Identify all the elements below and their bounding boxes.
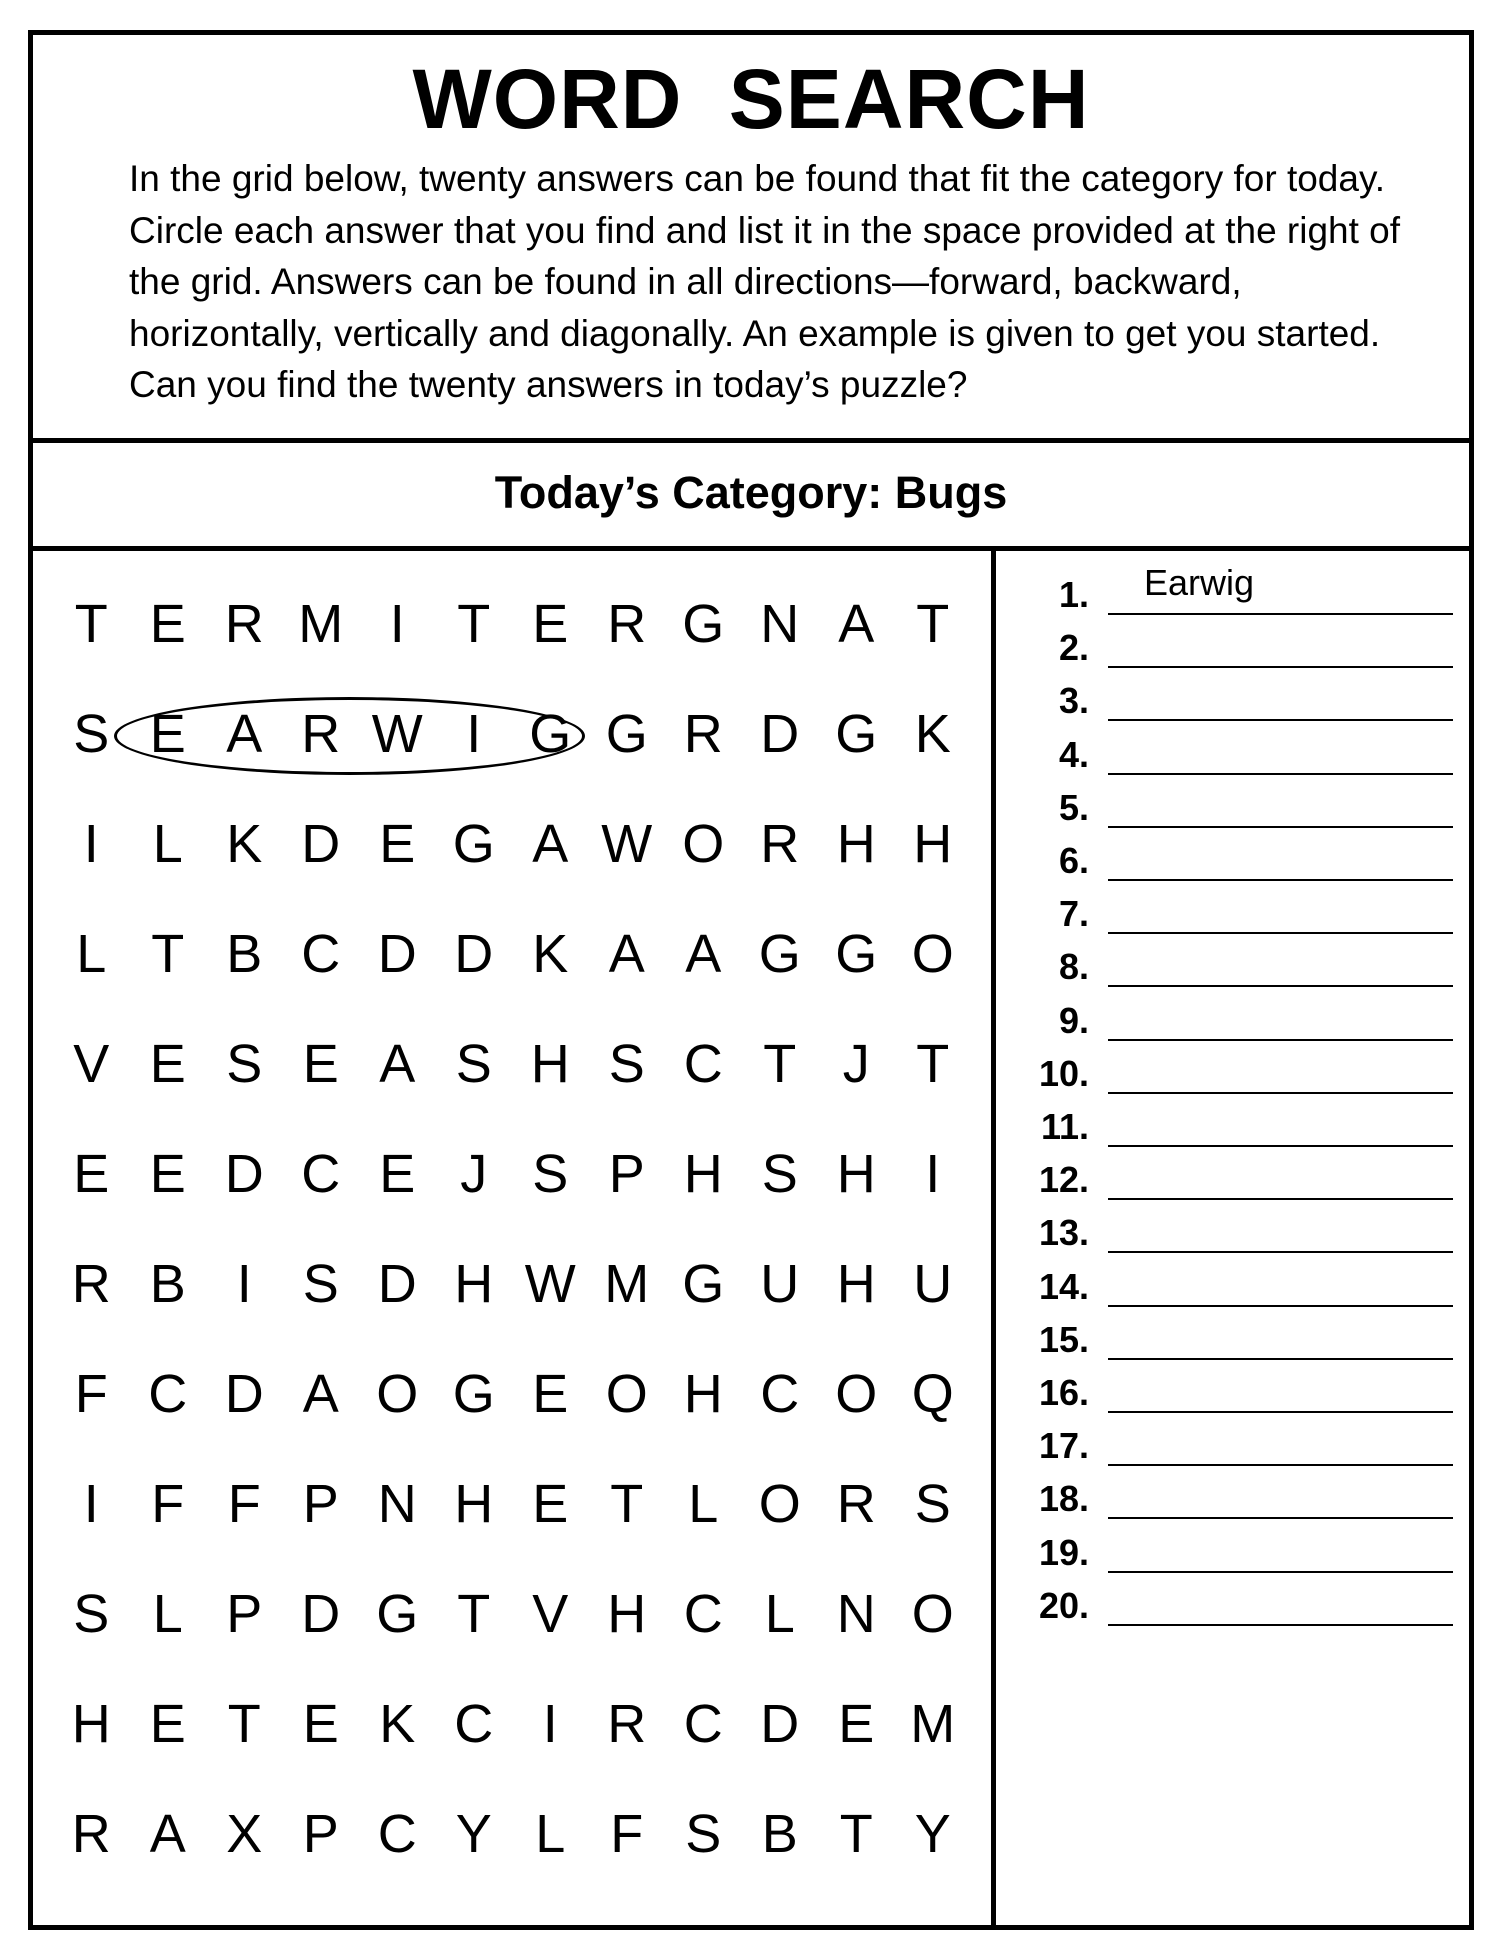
answer-row bbox=[996, 1560, 1469, 1626]
worksheet-frame bbox=[28, 30, 1474, 1930]
grid-letter[interactable]: L bbox=[152, 814, 183, 874]
grid-letter[interactable]: T bbox=[74, 594, 108, 654]
answer-number: 8. bbox=[1058, 946, 1089, 988]
grid-letter[interactable]: E bbox=[379, 814, 416, 874]
grid-letter[interactable]: S bbox=[226, 1034, 263, 1094]
letter-grid[interactable] bbox=[53, 569, 973, 1899]
grid-letter[interactable]: R bbox=[224, 594, 264, 654]
grid-letter[interactable]: W bbox=[371, 704, 423, 764]
grid-letter[interactable]: L bbox=[76, 924, 107, 984]
grid-letter[interactable]: H bbox=[836, 814, 876, 874]
grid-letter[interactable]: D bbox=[301, 814, 341, 874]
grid-letter[interactable]: S bbox=[532, 1144, 569, 1204]
grid-letter[interactable]: L bbox=[688, 1474, 719, 1534]
grid-letter[interactable]: M bbox=[910, 1694, 956, 1754]
grid-letter[interactable]: R bbox=[301, 704, 341, 764]
answer-number: 7. bbox=[1058, 893, 1089, 935]
grid-letter[interactable]: I bbox=[389, 594, 405, 654]
grid-letter[interactable]: L bbox=[152, 1584, 183, 1644]
grid-letter[interactable]: S bbox=[73, 704, 110, 764]
grid-letter[interactable]: S bbox=[302, 1254, 339, 1314]
grid-letter[interactable]: G bbox=[452, 814, 495, 874]
answer-number: 13. bbox=[1038, 1212, 1089, 1254]
grid-letter[interactable]: A bbox=[149, 1804, 186, 1864]
grid-letter[interactable]: T bbox=[457, 1584, 491, 1644]
grid-letter[interactable]: U bbox=[760, 1254, 800, 1314]
grid-letter[interactable]: R bbox=[760, 814, 800, 874]
grid-letter[interactable]: P bbox=[302, 1804, 339, 1864]
grid-letter[interactable]: O bbox=[911, 1584, 954, 1644]
grid-letter[interactable]: O bbox=[605, 1364, 648, 1424]
answer-number: 20. bbox=[1038, 1584, 1089, 1626]
grid-letter[interactable]: R bbox=[71, 1804, 111, 1864]
grid-letter[interactable]: F bbox=[227, 1474, 261, 1534]
grid-letter[interactable]: R bbox=[607, 594, 647, 654]
grid-letter[interactable]: T bbox=[227, 1694, 261, 1754]
grid-letter[interactable]: C bbox=[301, 924, 341, 984]
grid-letter[interactable]: D bbox=[377, 924, 417, 984]
answer-number: 11. bbox=[1040, 1106, 1089, 1147]
grid-letter[interactable]: H bbox=[454, 1254, 494, 1314]
answer-number: 17. bbox=[1038, 1425, 1089, 1467]
grid-letter[interactable]: N bbox=[760, 594, 800, 654]
grid-letter[interactable]: A bbox=[532, 814, 569, 874]
grid-letter[interactable]: E bbox=[532, 594, 569, 654]
grid-letter[interactable]: G bbox=[835, 704, 878, 764]
grid-letter[interactable]: H bbox=[71, 1694, 111, 1754]
grid-letter[interactable]: G bbox=[682, 1254, 725, 1314]
grid-letter[interactable]: H bbox=[454, 1474, 494, 1534]
grid-letter[interactable]: C bbox=[454, 1694, 494, 1754]
grid-letter[interactable]: G bbox=[682, 594, 725, 654]
grid-letter[interactable]: R bbox=[607, 1694, 647, 1754]
grid-letter[interactable]: D bbox=[377, 1254, 417, 1314]
grid-letter[interactable]: T bbox=[610, 1474, 644, 1534]
grid-letter[interactable]: B bbox=[226, 924, 263, 984]
answer-blank-line[interactable] bbox=[1108, 1624, 1453, 1626]
answer-number: 19. bbox=[1038, 1531, 1089, 1573]
grid-letter[interactable]: R bbox=[71, 1254, 111, 1314]
grid-letter[interactable]: E bbox=[379, 1144, 416, 1204]
grid-letter[interactable]: O bbox=[758, 1474, 801, 1534]
grid-letter[interactable]: I bbox=[83, 1474, 99, 1534]
grid-letter[interactable]: T bbox=[916, 1034, 950, 1094]
grid-letter[interactable]: A bbox=[608, 924, 645, 984]
grid-letter[interactable]: D bbox=[301, 1584, 341, 1644]
page-title: WORD SEARCH bbox=[412, 52, 1090, 146]
grid-letter[interactable]: E bbox=[149, 1144, 186, 1204]
grid-letter[interactable]: R bbox=[683, 704, 723, 764]
grid-letter[interactable]: H bbox=[836, 1254, 876, 1314]
grid-letter[interactable]: G bbox=[835, 924, 878, 984]
grid-letter[interactable]: C bbox=[683, 1584, 723, 1644]
grid-letter[interactable]: S bbox=[685, 1804, 722, 1864]
grid-letter[interactable]: C bbox=[377, 1804, 417, 1864]
answer-value[interactable]: Earwig bbox=[1144, 562, 1255, 603]
grid-letter[interactable]: K bbox=[379, 1694, 416, 1754]
grid-letter[interactable]: W bbox=[524, 1254, 576, 1314]
answer-number: 1. bbox=[1058, 574, 1089, 615]
grid-letter[interactable]: B bbox=[761, 1804, 798, 1864]
grid-letter[interactable]: T bbox=[839, 1804, 873, 1864]
grid-letter[interactable]: L bbox=[535, 1804, 566, 1864]
grid-letter[interactable]: F bbox=[74, 1364, 108, 1424]
grid-letter[interactable]: E bbox=[302, 1694, 339, 1754]
answer-number: 14. bbox=[1038, 1265, 1089, 1307]
grid-letter[interactable]: T bbox=[916, 594, 950, 654]
grid-letter[interactable]: N bbox=[836, 1584, 876, 1644]
grid-letter[interactable]: A bbox=[302, 1364, 339, 1424]
grid-letter[interactable]: H bbox=[683, 1364, 723, 1424]
answer-number: 10. bbox=[1038, 1052, 1089, 1094]
answer-number: 6. bbox=[1058, 840, 1089, 881]
grid-letter[interactable]: M bbox=[298, 594, 344, 654]
grid-letter[interactable]: E bbox=[532, 1364, 569, 1424]
grid-letter[interactable]: C bbox=[683, 1034, 723, 1094]
grid-letter[interactable]: H bbox=[913, 814, 953, 874]
grid-letter[interactable]: I bbox=[83, 814, 99, 874]
grid-letter[interactable]: H bbox=[683, 1144, 723, 1204]
grid-letter[interactable]: P bbox=[302, 1474, 339, 1534]
answer-number: 15. bbox=[1038, 1318, 1089, 1360]
grid-letter[interactable]: A bbox=[379, 1034, 416, 1094]
grid-letter[interactable]: S bbox=[608, 1034, 645, 1094]
grid-letter[interactable]: F bbox=[610, 1804, 644, 1864]
grid-letter[interactable]: H bbox=[836, 1144, 876, 1204]
grid-letter[interactable]: D bbox=[224, 1364, 264, 1424]
letter-grid-panel bbox=[33, 551, 996, 1930]
answer-number: 3. bbox=[1058, 680, 1089, 722]
answer-list bbox=[996, 551, 1469, 1930]
grid-letter[interactable]: J bbox=[460, 1144, 488, 1204]
grid-letter[interactable]: E bbox=[532, 1474, 569, 1534]
grid-letter[interactable]: Q bbox=[911, 1364, 954, 1424]
grid-letter[interactable]: G bbox=[376, 1584, 419, 1644]
grid-letter[interactable]: E bbox=[149, 1034, 186, 1094]
grid-letter[interactable]: A bbox=[685, 924, 722, 984]
grid-letter[interactable]: O bbox=[682, 814, 725, 874]
grid-letter[interactable]: S bbox=[73, 1584, 110, 1644]
grid-letter[interactable]: A bbox=[226, 704, 263, 764]
grid-letter[interactable]: D bbox=[760, 704, 800, 764]
grid-letter[interactable]: L bbox=[764, 1584, 795, 1644]
grid-letter[interactable]: P bbox=[226, 1584, 263, 1644]
example-answer-circle bbox=[114, 697, 585, 775]
grid-letter[interactable]: H bbox=[607, 1584, 647, 1644]
grid-letter[interactable]: O bbox=[911, 924, 954, 984]
grid-letter[interactable]: A bbox=[838, 594, 875, 654]
grid-letter[interactable]: I bbox=[542, 1694, 558, 1754]
grid-letter[interactable]: N bbox=[377, 1474, 417, 1534]
answer-number: 2. bbox=[1058, 627, 1089, 669]
grid-letter[interactable]: C bbox=[301, 1144, 341, 1204]
grid-letter[interactable]: G bbox=[758, 924, 801, 984]
grid-letter[interactable]: E bbox=[302, 1034, 339, 1094]
answer-number: 4. bbox=[1058, 733, 1089, 775]
answer-number: 5. bbox=[1058, 786, 1089, 828]
grid-letter[interactable]: C bbox=[683, 1694, 723, 1754]
grid-letter[interactable]: T bbox=[457, 594, 491, 654]
grid-letter[interactable]: D bbox=[454, 924, 494, 984]
grid-letter[interactable]: O bbox=[835, 1364, 878, 1424]
grid-letter[interactable]: D bbox=[760, 1694, 800, 1754]
grid-letter[interactable]: B bbox=[149, 1254, 186, 1314]
grid-letter[interactable]: W bbox=[601, 814, 653, 874]
grid-letter[interactable]: S bbox=[761, 1144, 798, 1204]
grid-letter[interactable]: G bbox=[605, 704, 648, 764]
answer-number: 16. bbox=[1038, 1372, 1089, 1413]
grid-letter[interactable]: P bbox=[608, 1144, 645, 1204]
grid-letter[interactable]: G bbox=[529, 704, 572, 764]
grid-letter[interactable]: O bbox=[376, 1364, 419, 1424]
grid-letter[interactable]: M bbox=[604, 1254, 650, 1314]
grid-letter[interactable]: R bbox=[836, 1474, 876, 1534]
grid-letter[interactable]: X bbox=[226, 1804, 263, 1864]
grid-letter[interactable]: K bbox=[226, 814, 263, 874]
grid-letter[interactable]: K bbox=[914, 704, 951, 764]
grid-letter[interactable]: D bbox=[224, 1144, 264, 1204]
grid-letter[interactable]: C bbox=[760, 1364, 800, 1424]
header-panel bbox=[33, 35, 1469, 443]
grid-letter[interactable]: Y bbox=[455, 1804, 492, 1864]
grid-letter[interactable]: E bbox=[149, 594, 186, 654]
grid-letter[interactable]: S bbox=[455, 1034, 492, 1094]
grid-letter[interactable]: I bbox=[925, 1144, 941, 1204]
instructions-text: In the grid below, twenty answers can be found that fit the category for today. Circle each answer that you find and list it in the space provided at the right of the grid. Answers can be found in all directions—forward, backward, horizontally, vertically and diagonally. An example is given to get you started. Can you find the twenty answers in today’s puzzle? bbox=[129, 158, 1401, 405]
grid-letter[interactable]: V bbox=[73, 1034, 110, 1094]
grid-letter[interactable]: T bbox=[151, 924, 185, 984]
grid-letter[interactable]: I bbox=[466, 704, 482, 764]
answer-number: 12. bbox=[1038, 1159, 1089, 1201]
grid-letter[interactable]: T bbox=[763, 1034, 797, 1094]
grid-letter[interactable]: K bbox=[532, 924, 569, 984]
grid-letter[interactable]: E bbox=[73, 1144, 110, 1204]
answer-number: 18. bbox=[1038, 1478, 1089, 1520]
grid-letter[interactable]: E bbox=[149, 704, 186, 764]
answer-number: 9. bbox=[1058, 999, 1089, 1041]
category-banner: Today’s Category: Bugs bbox=[33, 443, 1469, 551]
grid-letter[interactable]: U bbox=[913, 1254, 953, 1314]
grid-letter[interactable]: C bbox=[148, 1364, 188, 1424]
grid-letter[interactable]: Y bbox=[914, 1804, 951, 1864]
grid-letter[interactable]: F bbox=[151, 1474, 185, 1534]
grid-letter[interactable]: I bbox=[236, 1254, 252, 1314]
grid-letter[interactable]: J bbox=[842, 1034, 870, 1094]
grid-letter[interactable]: V bbox=[532, 1584, 569, 1644]
grid-letter[interactable]: G bbox=[452, 1364, 495, 1424]
grid-letter[interactable]: H bbox=[530, 1034, 570, 1094]
grid-letter[interactable]: E bbox=[149, 1694, 186, 1754]
grid-letter[interactable]: E bbox=[838, 1694, 875, 1754]
grid-letter[interactable]: S bbox=[914, 1474, 951, 1534]
